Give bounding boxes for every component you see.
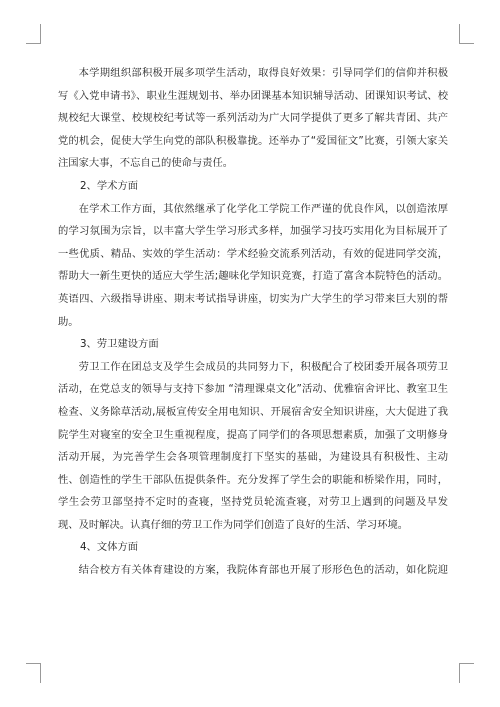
crop-mark-top-left-vertical (40, 24, 41, 44)
crop-mark-bottom-right-vertical (459, 663, 460, 683)
crop-mark-top-right-vertical (459, 24, 460, 44)
heading-labor-hygiene: 3、劳卫建设方面 (80, 338, 159, 351)
paragraph-organization: 本学期组织部积极开展多项学生活动，取得良好效果：引导同学们的信仰并积极写《入党申请书》、职业生涯规划书、举办团课基本知识辅导活动、团课知识考试、校规校纪大课堂、校规校纪考试等一系列活动为广大同学提供了更多了解共青团、共产党的机会，促使大学生向党的部队积极靠拢。还举办了“爱国征文”比赛，引领大家关注国家大事，不忘自己的使命与责任。 (58, 67, 448, 170)
paragraph-labor-hygiene: 劳卫工作在团总支及学生会成员的共同努力下，积极配合了校团委开展各项劳卫活动，在党总支的领导与支持下参加 “清理课桌文化”活动、优雅宿舍评比、教室卫生检查、义务除草活动,展板宣传安全用电知识、开展宿舍安全知识讲座，大大促进了我院学生对寝室的安全卫生重视程度，提高了同学们的各项思想素质，加强了文明修身活动开展，为完善学生会各项管理制度打下坚实的基础，为建设具有积极性、主动性、创造性的学生干部队伍提供条件。充分发挥了学生会的职能和桥梁作用，同时，学生会劳卫部坚持不定时的查寝，坚持党员轮流查寝，对劳卫上遇到的问题及早发现、及时解决。认真仔细的劳卫工作为同学们创造了良好的生活、学习环境。 (58, 360, 448, 531)
crop-mark-top-right-horizontal (459, 43, 474, 44)
crop-mark-bottom-left-horizontal (26, 663, 41, 664)
paragraph-academic: 在学术工作方面，其依然继承了化学化工学院工作严谨的优良作风，以创造浓厚的学习氛围为宗旨，以丰富大学生学习形式多样，加强学习技巧实用化为目标展开了一些优质、精品、实效的学生活动：学术经验交流系列活动，有效的促进同学交流，帮助大一新生更快的适应大学生活;趣味化学知识竞赛，打造了富含本院特色的活动。英语四、六级指导讲座、期末考试指导讲座，切实为广大学生的学习带来巨大别的帮助。 (58, 202, 448, 328)
crop-mark-top-left-horizontal (26, 43, 41, 44)
heading-academic: 2、学术方面 (80, 179, 139, 192)
paragraph-sports-culture: 结合校方有关体育建设的方案，我院体育部也开展了形形色色的活动，如化院迎 (78, 564, 448, 577)
crop-mark-bottom-right-horizontal (459, 663, 474, 664)
heading-sports-culture: 4、文体方面 (80, 541, 139, 554)
crop-mark-bottom-left-vertical (40, 663, 41, 683)
document-page (58, 62, 448, 582)
